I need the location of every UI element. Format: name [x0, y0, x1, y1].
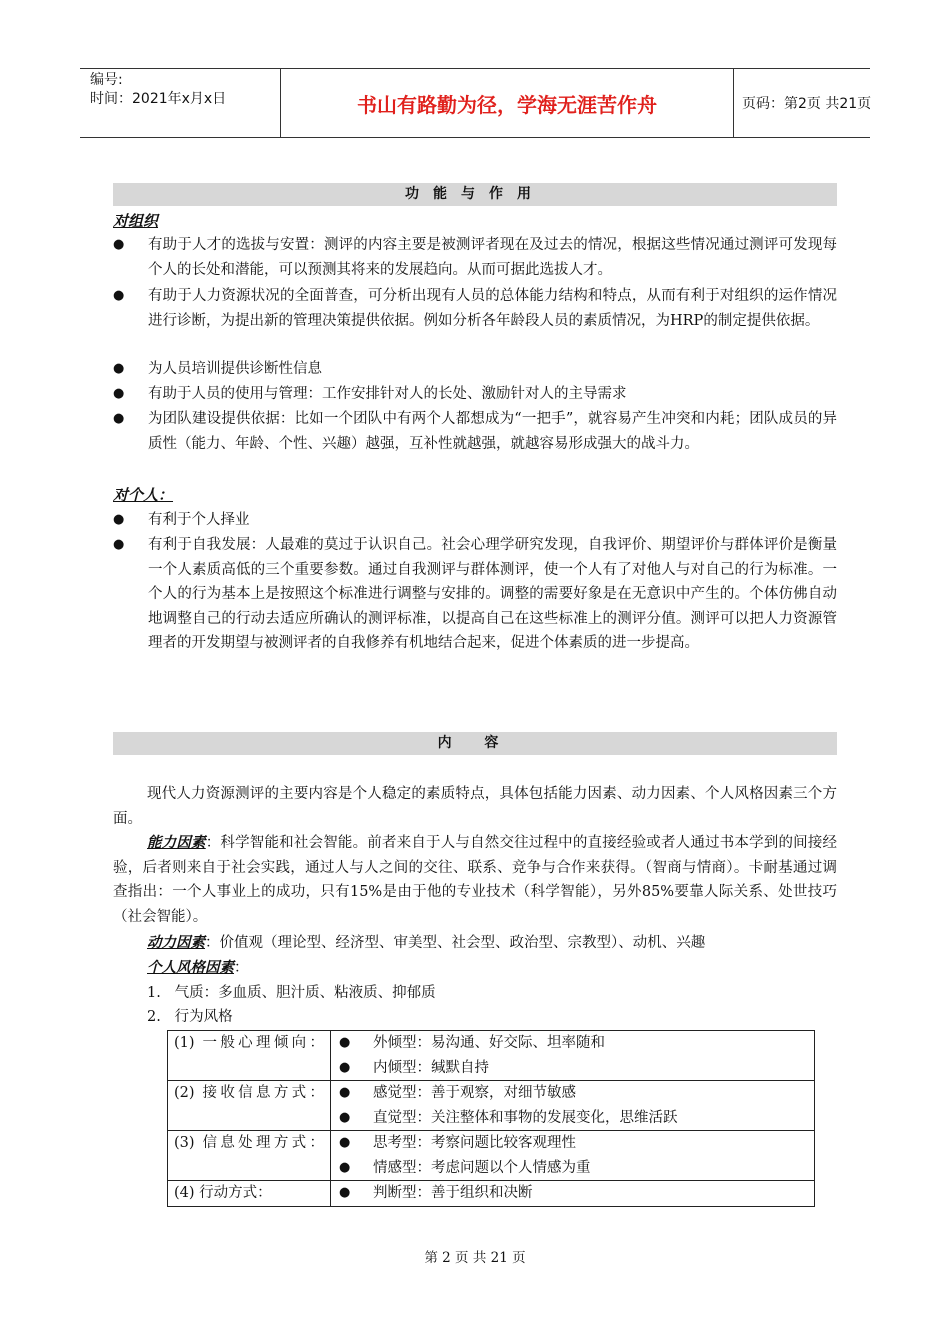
table-row-items: ● 思考型：考察问题比较客观理性 ● 情感型：考虑问题以个人情感为重: [331, 1131, 815, 1181]
doc-number: 编号:: [90, 72, 123, 88]
bullet-icon: ●: [113, 411, 125, 426]
motive-paragraph: 动力因素：价值观（理论型、经济型、审美型、社会型、政治型、宗教型）、动机、兴趣: [147, 934, 706, 951]
individual-heading: 对个人：: [113, 486, 174, 504]
bullet-icon: ●: [339, 1185, 351, 1200]
intro-paragraph: 现代人力资源测评的主要内容是个人稳定的素质特点，具体包括能力因素、动力因素、个人风格因素三个方面。: [113, 786, 837, 827]
behavior-style-item: 2. 行为风格: [147, 1009, 233, 1025]
ability-paragraph: 能力因素：科学智能和社会智能。前者来自于人与自然交往过程中的直接经验或者人通过书本学到的间接经验，后者则来自于社会实践，通过人与人之间的交往、联系、竞争与合作来获得。（智商与情商）。卡耐基通过调查指出：一个人事业上的成功，只有15%是由于他的专业技术（科学智能），另外85%要靠人际关系、处世技巧（社会智能）。: [113, 834, 838, 925]
bullet-icon: ●: [339, 1085, 351, 1100]
style-label: 个人风格因素: [147, 959, 234, 976]
list-item: ● 有利于自我发展：人最难的莫过于认识自己。社会心理学研究发现，自我评价、期望评价与群体评价是衡量一个人素质高低的三个重要参数。通过自我测评与群体测评，使一个人有了对他人与对自己的行为标准。一个人的行为基本上是按照这个标准进行调整与安排的。调整的需要好象是在无意识中产生的。个体仿佛自动地调整自己的行动去适应所确认的测评标准，以提高自己在这些标准上的测评分值。测评可以把人力资源管理者的开发期望与被测评者的自我修养有机地结合起来，促进个体素质的进一步提高。: [113, 533, 837, 656]
temperament-item: 1. 气质：多血质、胆汁质、粘液质、抑郁质: [147, 985, 436, 1001]
page-header: [80, 68, 870, 138]
bullet-icon: ●: [113, 537, 125, 552]
section-title-function: 功能与作用: [113, 183, 837, 206]
header-page: 页码：第2页 共21页: [742, 96, 872, 112]
table-row: [168, 1181, 815, 1207]
table-row-items: ● 感觉型：善于观察，对细节敏感 ● 直觉型：关注整体和事物的发展变化，思维活跃: [331, 1081, 815, 1131]
table-row: [168, 1081, 815, 1131]
bullet-icon: ●: [339, 1135, 351, 1150]
table-row: [168, 1131, 815, 1181]
table-row-label: (2) 接收信息方式：: [168, 1081, 331, 1131]
behavior-style-table: [167, 1030, 815, 1207]
ability-label: 能力因素: [147, 834, 206, 851]
table-row-label: (4) 行动方式：: [168, 1181, 331, 1207]
list-item: ● 有助于人才的选拔与安置：测评的内容主要是被测评者现在及过去的情况，根据这些情况通过测评可发现每个人的长处和潜能，可以预测其将来的发展趋向。从而可据此选拔人才。: [113, 233, 837, 282]
list-item: ● 有助于人员的使用与管理：工作安排针对人的长处、激励针对人的主导需求: [113, 382, 837, 407]
motive-label: 动力因素: [147, 934, 205, 951]
bullet-icon: ●: [113, 237, 125, 252]
header-motto: 书山有路勤为径，学海无涯苦作舟: [280, 69, 734, 137]
list-item: ● 有助于人力资源状况的全面普查，可分析出现有人员的总体能力结构和特点，从而有利于对组织的运作情况进行诊断，为提出新的管理决策提供依据。例如分析各年龄段人员的素质情况，为HRP的制定提供依据。: [113, 284, 837, 333]
page-footer: 第 2 页 共 21 页: [424, 1250, 526, 1266]
table-row-label: (1) 一般心理倾向：: [168, 1031, 331, 1081]
bullet-icon: ●: [113, 288, 125, 303]
table-row: [168, 1031, 815, 1081]
style-heading: 个人风格因素：: [147, 959, 249, 976]
bullet-icon: ●: [113, 386, 125, 401]
table-row-items: ● 判断型：善于组织和决断: [331, 1181, 815, 1207]
bullet-icon: ●: [113, 512, 125, 527]
table-row-items: ● 外倾型：易沟通、好交际、坦率随和 ● 内倾型：缄默自持: [331, 1031, 815, 1081]
list-item: ● 有利于个人择业: [113, 508, 837, 533]
doc-time: 时间：2021年x月x日: [90, 91, 227, 107]
list-item: ● 为团队建设提供依据：比如一个团队中有两个人都想成为“一把手”，就容易产生冲突和内耗；团队成员的异质性（能力、年龄、个性、兴趣）越强，互补性就越强，就越容易形成强大的战斗力。: [113, 407, 837, 456]
bullet-icon: ●: [339, 1159, 351, 1175]
table-row-label: (3) 信息处理方式：: [168, 1131, 331, 1181]
list-item: ● 为人员培训提供诊断性信息: [113, 357, 837, 382]
bullet-icon: ●: [113, 361, 125, 376]
bullet-icon: ●: [339, 1109, 351, 1125]
bullet-icon: ●: [339, 1035, 351, 1050]
org-heading: 对组织: [113, 212, 159, 230]
header-meta: [80, 69, 290, 139]
bullet-icon: ●: [339, 1059, 351, 1075]
section-title-content: 内 容: [113, 732, 837, 755]
